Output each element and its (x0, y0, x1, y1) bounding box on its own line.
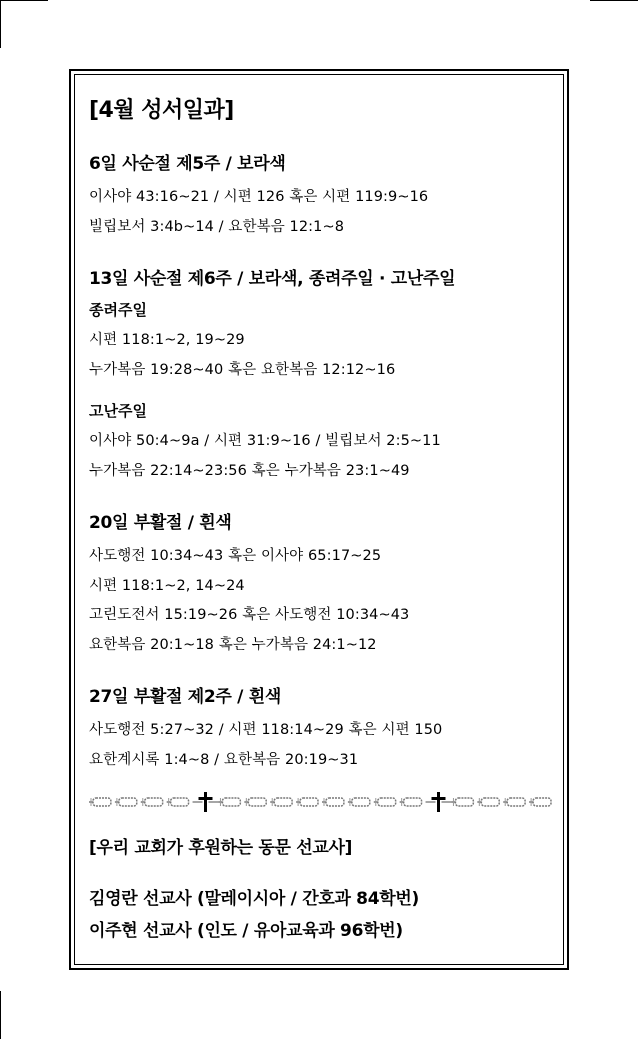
chain-link (481, 798, 499, 806)
week-heading: 13일 사순절 제6주 / 보라색, 종려주일 · 고난주일 (89, 269, 456, 289)
page-title: [4월 성서일과] (89, 98, 234, 123)
week-heading: 27일 부활절 제2주 / 흰색 (89, 687, 281, 707)
crop-mark-bottom-left-vertical (0, 991, 1, 1039)
chain-link (222, 798, 240, 806)
chain-link (533, 798, 551, 806)
week-section-27 (89, 684, 549, 775)
reading-line: 이사야 50:4~9a / 시편 31:9~16 / 빌립보서 2:5~11 (89, 433, 441, 449)
week-heading: 6일 사순절 제5주 / 보라색 (89, 154, 286, 174)
chain-link (119, 798, 137, 806)
week-section-6 (89, 151, 549, 242)
chain-link (352, 798, 370, 806)
chain-link (248, 798, 266, 806)
reading-line: 시편 118:1~2, 19~29 (89, 332, 245, 348)
reading-line: 누가복음 19:28~40 혹은 요한복음 12:12~16 (89, 361, 396, 378)
reading-line: 사도행전 10:34~43 혹은 이사야 65:17~25 (89, 548, 382, 564)
week-section-20 (89, 510, 549, 660)
crop-mark-top-right-horizontal (590, 0, 638, 1)
chain-link (507, 798, 525, 806)
cross-icon-bar (432, 797, 446, 800)
sub-heading: 종려주일 (89, 301, 147, 319)
chain-link (145, 798, 163, 806)
week-heading: 20일 부활절 / 흰색 (89, 513, 232, 533)
palm-sunday-group (89, 298, 549, 385)
chain-link (171, 798, 189, 806)
chain-link (378, 798, 396, 806)
reading-line: 이사야 43:16~21 / 시편 126 혹은 시편 119:9~16 (89, 189, 429, 205)
cross-icon (204, 792, 207, 812)
reading-line: 사도행전 5:27~32 / 시편 118:14~29 혹은 시편 150 (89, 722, 443, 738)
reading-line: 요한복음 20:1~18 혹은 누가복음 24:1~12 (89, 636, 377, 653)
chain-link (274, 798, 292, 806)
sub-heading: 고난주일 (89, 402, 147, 420)
missionaries-title: [우리 교회가 후원하는 동문 선교사] (89, 838, 353, 858)
chain-link (404, 798, 422, 806)
missionary-entry: 이주현 선교사 (인도 / 유아교육과 96학번) (89, 921, 403, 941)
reading-line: 고린도전서 15:19~26 혹은 사도행전 10:34~43 (89, 607, 410, 623)
reading-line: 요한계시록 1:4~8 / 요한복음 20:19~31 (89, 751, 359, 768)
missionary-entry: 김영란 선교사 (말레이시아 / 간호과 84학번) (89, 889, 419, 909)
lectionary-frame (69, 69, 569, 970)
reading-line: 누가복음 22:14~23:56 혹은 누가복음 23:1~49 (89, 462, 410, 479)
week-section-13 (89, 266, 549, 486)
crop-mark-top-left-horizontal (0, 0, 48, 1)
reading-line: 시편 118:1~2, 14~24 (89, 577, 245, 594)
chain-link (326, 798, 344, 806)
cross-icon (437, 792, 440, 812)
chain-link (455, 798, 473, 806)
chain-link (93, 798, 111, 806)
cross-chain-divider-icon (89, 791, 555, 813)
passion-sunday-group (89, 399, 549, 486)
reading-line: 빌립보서 3:4b~14 / 요한복음 12:1~8 (89, 218, 345, 235)
crop-mark-top-left-vertical (0, 0, 1, 48)
lectionary-frame-inner (74, 74, 564, 965)
chain-link (300, 798, 318, 806)
cross-icon-bar (199, 797, 213, 800)
